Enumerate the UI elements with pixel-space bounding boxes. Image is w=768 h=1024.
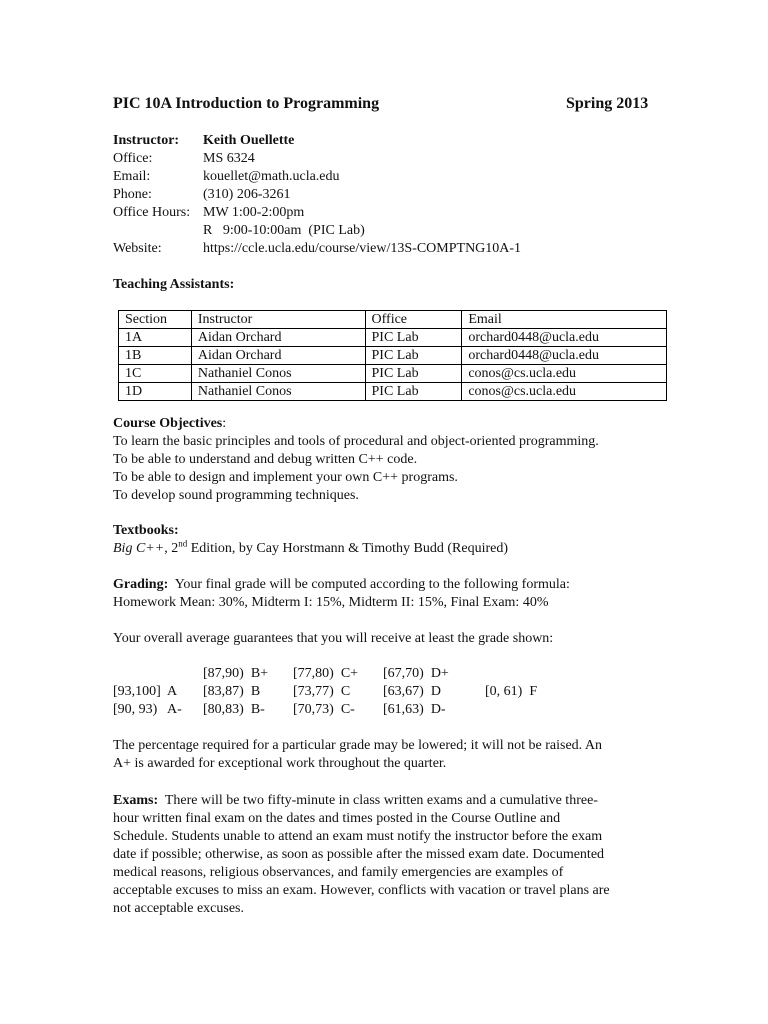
grade-range: [93,100] A: [113, 684, 178, 699]
exam-text: date if possible; otherwise, as soon as possible after the missed exam date. Documented: [113, 847, 605, 862]
table-cell: 1C: [119, 365, 192, 383]
grading-intro-line: [113, 576, 658, 594]
table-cell: PIC Lab: [365, 329, 462, 347]
table-cell: Nathaniel Conos: [191, 383, 365, 401]
info-label: Email:: [113, 169, 151, 184]
objective-line: To learn the basic principles and tools of procedural and object-oriented programming.: [113, 434, 599, 449]
grading-guarantee: Your overall average guarantees that you will receive at least the grade shown:: [113, 631, 554, 646]
objective-line: To be able to understand and debug written C++ code.: [113, 452, 418, 467]
section-heading: Grading:: [113, 577, 169, 592]
grade-range: [83,87) B: [203, 684, 261, 699]
info-label: Office Hours:: [113, 205, 191, 220]
column-header: Office: [365, 311, 462, 329]
office-value: MS 6324: [203, 151, 255, 166]
column-header: Section: [119, 311, 192, 329]
info-label: Instructor:: [113, 133, 180, 148]
exam-text: Schedule. Students unable to attend an exam must notify the instructor before the exam: [113, 829, 603, 844]
grading-note: [113, 737, 658, 773]
textbook-line: [113, 540, 658, 558]
table-cell: 1A: [119, 329, 192, 347]
ta-heading: Teaching Assistants:: [113, 277, 235, 292]
table-cell: PIC Lab: [365, 383, 462, 401]
table-row: [119, 347, 667, 365]
table-header-row: [119, 311, 667, 329]
column-header: Email: [462, 311, 667, 329]
exams-first-line: [113, 792, 658, 810]
course-term: Spring 2013: [566, 95, 649, 112]
textbooks-section: [113, 522, 658, 558]
website-link[interactable]: https://ccle.ucla.edu/course/view/13S-COMPTNG10A-1: [203, 241, 522, 256]
grade-range: [67,70) D+: [383, 666, 449, 681]
grade-range: [61,63) D-: [383, 702, 446, 717]
textbook-title: Big C++: [113, 541, 165, 556]
course-title: PIC 10A Introduction to Programming: [113, 95, 380, 112]
table-row: [119, 383, 667, 401]
exams-section: [113, 792, 658, 918]
column-header: Instructor: [191, 311, 365, 329]
grade-range: [87,90) B+: [203, 666, 269, 681]
heading-colon: :: [222, 416, 227, 431]
phone-value: (310) 206-3261: [203, 187, 291, 202]
grade-range: [0, 61) F: [485, 684, 538, 699]
grade-range: [73,77) C: [293, 684, 351, 699]
ta-table: [118, 310, 667, 401]
table-cell: orchard0448@ucla.edu: [462, 347, 667, 365]
info-label: Phone:: [113, 187, 152, 202]
grading-intro: Your final grade will be computed according to the following formula:: [168, 577, 570, 592]
table-cell: PIC Lab: [365, 365, 462, 383]
section-heading: Exams:: [113, 793, 159, 808]
table-cell: 1B: [119, 347, 192, 365]
table-cell: Nathaniel Conos: [191, 365, 365, 383]
grading-section: [113, 576, 658, 612]
office-hours-value: R 9:00-10:00am (PIC Lab): [203, 223, 365, 238]
grade-range: [90, 93) A-: [113, 702, 182, 717]
exam-text: medical reasons, religious observances, and family emergencies are examples of: [113, 865, 564, 880]
table-cell: Aidan Orchard: [191, 329, 365, 347]
exam-text: not acceptable excuses.: [113, 901, 244, 916]
objectives-section: [113, 415, 658, 505]
office-hours-value: MW 1:00-2:00pm: [203, 205, 305, 220]
exam-text: There will be two fifty-minute in class written exams and a cumulative three-: [158, 793, 598, 808]
exam-text: hour written final exam on the dates and times posted in the Course Outline and: [113, 811, 561, 826]
table-cell: PIC Lab: [365, 347, 462, 365]
textbook-details: Edition, by Cay Horstmann & Timothy Budd (Required): [187, 541, 509, 556]
objective-line: To develop sound programming techniques.: [113, 488, 359, 503]
info-label: Office:: [113, 151, 153, 166]
section-heading: Course Objectives: [113, 416, 223, 431]
table-cell: orchard0448@ucla.edu: [462, 329, 667, 347]
note-line: A+ is awarded for exceptional work throughout the quarter.: [113, 756, 447, 771]
table-row: [119, 329, 667, 347]
table-cell: conos@cs.ucla.edu: [462, 383, 667, 401]
grade-range: [70,73) C-: [293, 702, 355, 717]
section-heading: Textbooks:: [113, 523, 179, 538]
table-cell: Aidan Orchard: [191, 347, 365, 365]
exam-text: acceptable excuses to miss an exam. However, conflicts with vacation or travel plans are: [113, 883, 610, 898]
grade-range: [80,83) B-: [203, 702, 265, 717]
instructor-name: Keith Ouellette: [203, 133, 295, 148]
objective-line: To be able to design and implement your own C++ programs.: [113, 470, 458, 485]
email-value: kouellet@math.ucla.edu: [203, 169, 340, 184]
info-label: Website:: [113, 241, 162, 256]
textbook-edition: , 2: [164, 541, 179, 556]
grade-range: [63,67) D: [383, 684, 441, 699]
table-cell: conos@cs.ucla.edu: [462, 365, 667, 383]
objectives-heading-line: [113, 415, 658, 433]
note-line: The percentage required for a particular grade may be lowered; it will not be raised. An: [113, 738, 603, 753]
table-row: [119, 365, 667, 383]
grade-range: [77,80) C+: [293, 666, 359, 681]
table-cell: 1D: [119, 383, 192, 401]
textbook-edition-sup: nd: [178, 538, 188, 549]
grading-formula: Homework Mean: 30%, Midterm I: 15%, Midterm II: 15%, Final Exam: 40%: [113, 595, 549, 610]
